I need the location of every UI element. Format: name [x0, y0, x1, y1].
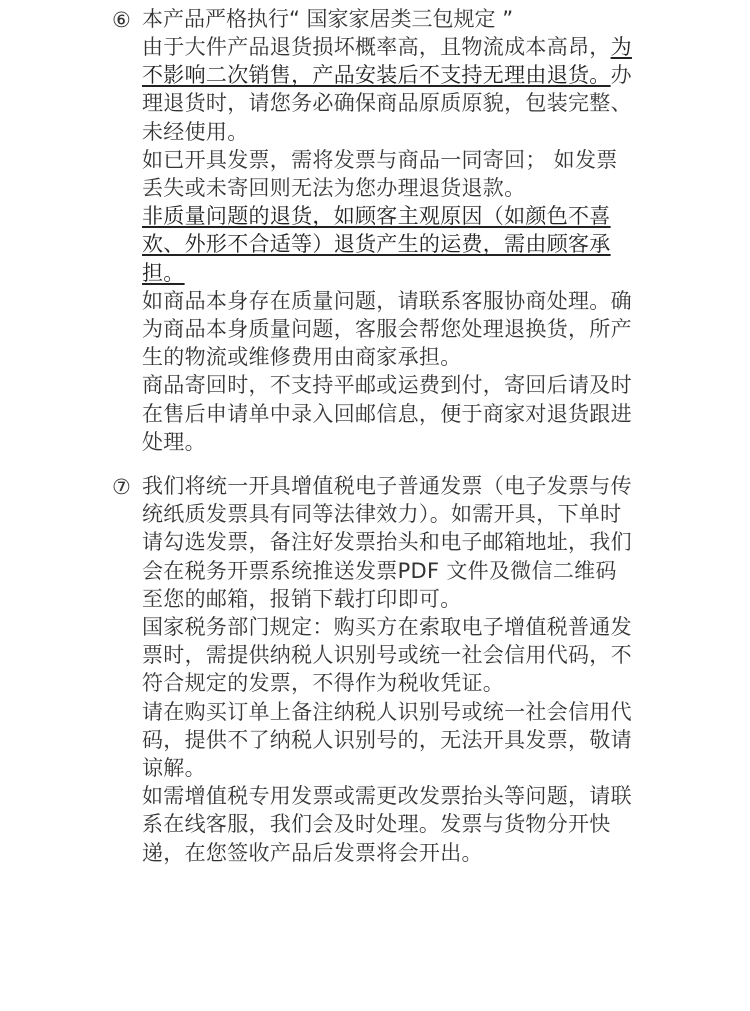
paragraph-quality-issue: 如商品本身存在质量问题，请联系客服协商处理。确为商品本身质量问题，客服会帮您处理退换货，所产生的物流或维修费用由商家承担。 — [142, 288, 632, 370]
paragraph-tax-id: 请在购买订单上备注纳税人识别号或统一社会信用代码，提供不了纳税人识别号的，无法开具发票，敬请谅解。 — [142, 699, 632, 781]
paragraph-return-intro — [142, 33, 632, 146]
section-body — [142, 472, 632, 867]
paragraph-invoice-intro: 我们将统一开具增值税电子普通发票（电子发票与传统纸质发票具有同等法律效力）。如需开具，下单时请勾选发票，备注好发票抬头和电子邮箱地址，我们会在税务开票系统推送发票PDF 文件及微信二维码至您的邮箱，报销下载打印即可。 — [142, 474, 632, 611]
section-number-6: ⑥ — [112, 8, 131, 32]
paragraph-invoice-return: 如已开具发票，需将发票与商品一同寄回； 如发票丢失或未寄回则无法为您办理退货退款。 — [142, 147, 618, 201]
paragraph-shipping-cost — [142, 202, 632, 287]
underlined-text: 非质量问题的退货，如顾客主观原因（如颜色不喜欢、外形不合适等）退货产生的运费，需由顾客承担。 — [142, 204, 611, 285]
text: 由于大件产品退货损坏概率高，且物流成本高昂， — [142, 35, 611, 59]
underlined-text: 为不影响二次销售，产品安装后不支持无理由退货。 — [142, 35, 632, 88]
paragraph-return-shipping: 商品寄回时，不支持平邮或运费到付，寄回后请及时在售后申请单中录入回邮信息，便于商家对退货跟进处理。 — [142, 373, 632, 454]
text: 办理退货时，请您务必确保商品原质原貌，包装完整、未经使用。 — [142, 63, 632, 144]
section-body — [142, 5, 632, 456]
section-number-7: ⑦ — [112, 475, 131, 499]
paragraph-tax-rule: 国家税务部门规定：购买方在索取电子增值税普通发票时，需提供纳税人识别号或统一社会信用代码，不符合规定的发票，不得作为税收凭证。 — [142, 615, 632, 696]
paragraph-special-invoice: 如需增值税专用发票或需更改发票抬头等问题，请联系在线客服，我们会及时处理。发票与货物分开快递，在您签收产品后发票将会开出。 — [142, 784, 632, 865]
section-title: 本产品严格执行“ 国家家居类三包规定 ” — [142, 7, 514, 31]
